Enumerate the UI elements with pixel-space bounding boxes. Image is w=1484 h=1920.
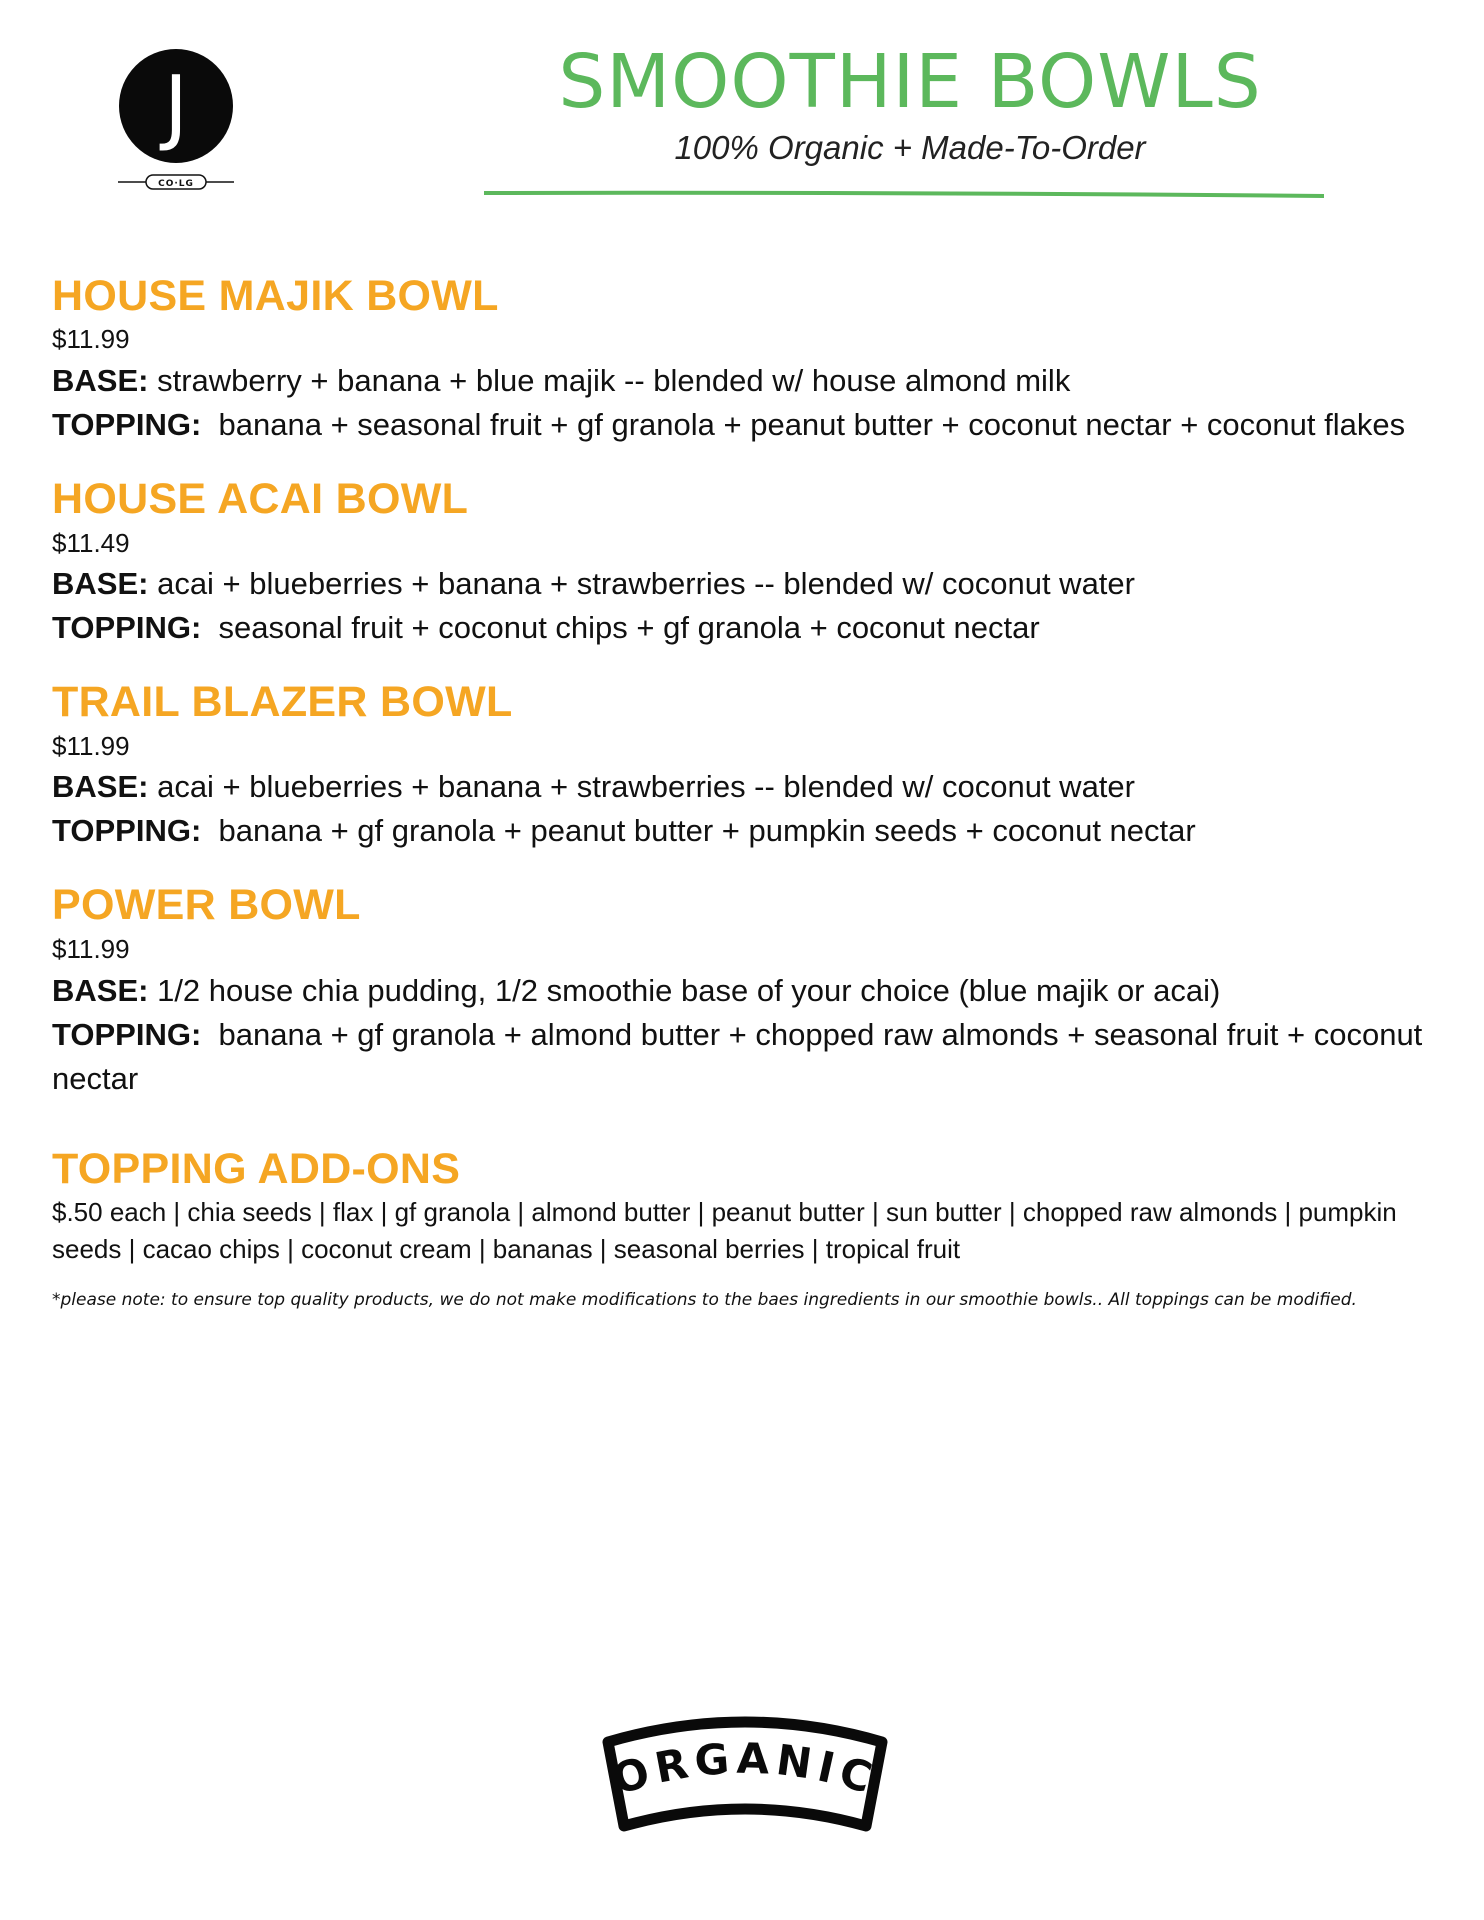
logo-letter: J — [163, 59, 189, 154]
topping-label: TOPPING: — [52, 610, 202, 646]
topping-label: TOPPING: — [52, 407, 202, 443]
menu-item-power-bowl — [52, 881, 1432, 1100]
item-title: HOUSE MAJIK BOWL — [52, 272, 499, 320]
menu-item-trail-blazer-bowl — [52, 678, 1432, 853]
base-text: 1/2 house chia pudding, 1/2 smoothie base of your choice (blue majik or acai) — [157, 972, 1221, 1008]
base-text: acai + blueberries + banana + strawberries -- blended w/ coconut water — [157, 566, 1135, 602]
item-topping — [52, 809, 1432, 853]
base-text: strawberry + banana + blue majik -- blended w/ house almond milk — [157, 363, 1071, 399]
base-text: acai + blueberries + banana + strawberries -- blended w/ coconut water — [157, 769, 1135, 805]
base-label: BASE: — [52, 363, 149, 399]
item-topping — [52, 1013, 1432, 1101]
item-price: $11.49 — [52, 527, 130, 558]
title-underline — [484, 190, 1324, 198]
base-label: BASE: — [52, 769, 149, 805]
item-base — [52, 765, 1432, 809]
organic-badge — [590, 1712, 900, 1842]
topping-text: banana + gf granola + almond butter + chopped raw almonds + seasonal fruit + coconut nectar — [52, 1016, 1423, 1096]
item-base — [52, 562, 1432, 606]
page-title: SMOOTHIE BOWLS — [558, 39, 1262, 125]
item-base — [52, 969, 1432, 1013]
footnote: *please note: to ensure top quality products, we do not make modifications to the baes ingredients in our smoothie bowls.. All toppings can be modified. — [52, 1289, 1357, 1310]
topping-label: TOPPING: — [52, 1016, 202, 1052]
item-price: $11.99 — [52, 324, 130, 355]
item-topping — [52, 606, 1432, 650]
topping-addons — [52, 1145, 1432, 1314]
item-base — [52, 359, 1432, 403]
badge-text: ORGANIC — [607, 1733, 884, 1805]
topping-label: TOPPING: — [52, 813, 202, 849]
logo-caption: CO·LG — [158, 179, 194, 189]
item-price: $11.99 — [52, 933, 130, 964]
addons-list: $.50 each | chia seeds | flax | gf granola | almond butter | peanut butter | sun butter | chopped raw almonds | pumpkin seeds | cacao chips | coconut cream | bananas | seasonal berries | tropical fruit — [52, 1197, 1397, 1264]
item-title: HOUSE ACAI BOWL — [52, 475, 469, 524]
topping-text: banana + seasonal fruit + gf granola + peanut butter + coconut nectar + coconut flakes — [218, 407, 1406, 443]
menu-item-house-acai-bowl — [52, 475, 1432, 650]
item-price: $11.99 — [52, 730, 130, 761]
base-label: BASE: — [52, 972, 149, 1008]
menu-item-house-majik-bowl — [52, 272, 1432, 447]
addons-title: TOPPING ADD-ONS — [52, 1144, 461, 1193]
topping-text: seasonal fruit + coconut chips + gf granola + coconut nectar — [218, 610, 1040, 646]
menu-content — [52, 272, 1432, 1341]
item-topping — [52, 403, 1432, 447]
topping-text: banana + gf granola + peanut butter + pumpkin seeds + coconut nectar — [218, 813, 1196, 849]
item-title: TRAIL BLAZER BOWL — [52, 678, 513, 727]
item-title: POWER BOWL — [52, 881, 361, 930]
page-subtitle: 100% Organic + Made-To-Order — [674, 129, 1146, 166]
brand-logo — [116, 48, 236, 190]
base-label: BASE: — [52, 566, 149, 602]
